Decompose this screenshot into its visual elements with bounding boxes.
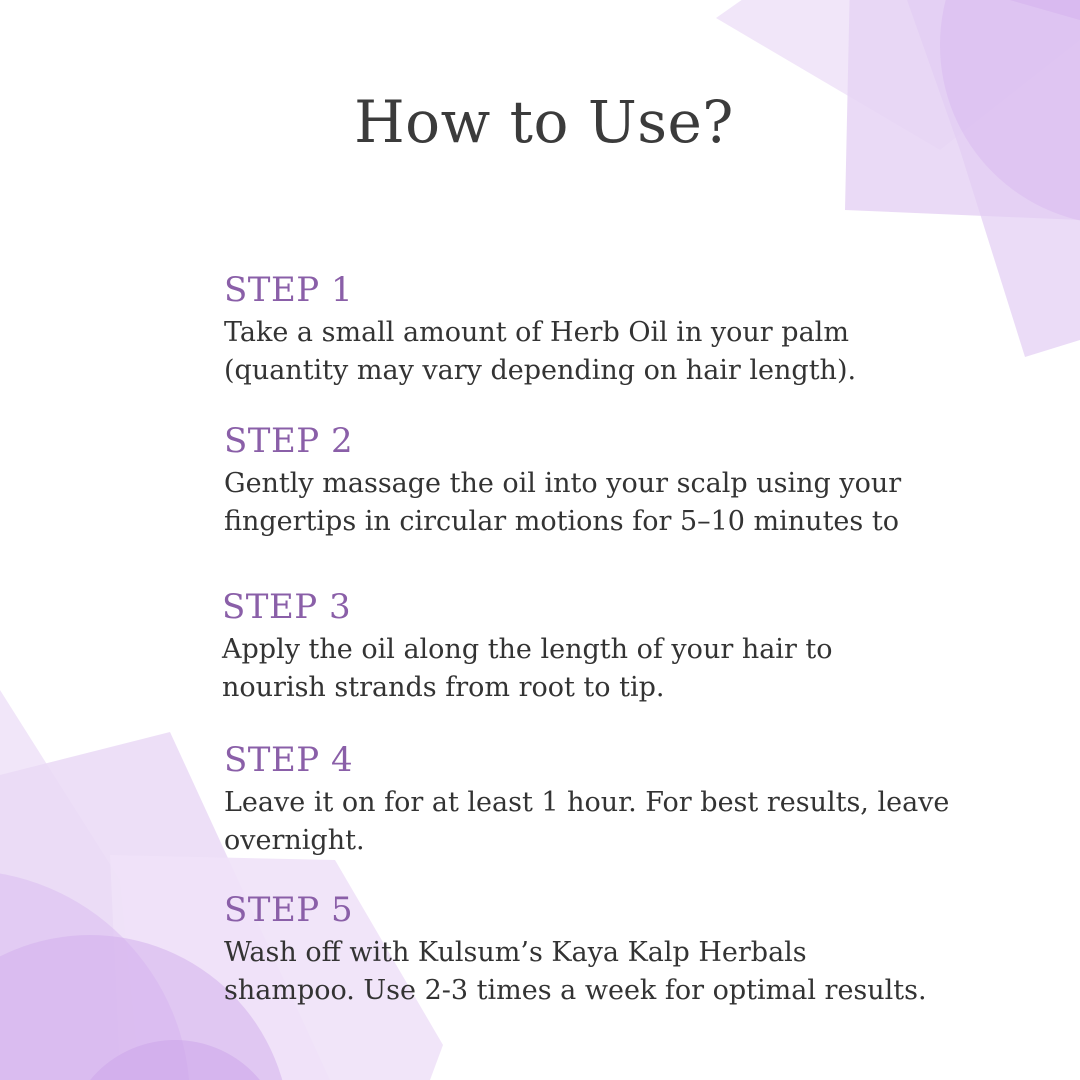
step-4 [224, 740, 950, 860]
step-description [224, 934, 944, 1010]
step-label: STEP 3 [222, 587, 352, 627]
step-line: Leave it on for at least 1 hour. For best results, leave [224, 787, 950, 818]
step-line: shampoo. Use 2-3 times a week for optimal results. [224, 975, 927, 1006]
step-label: STEP 1 [224, 270, 354, 310]
step-description [224, 314, 944, 390]
step-5 [224, 890, 944, 1010]
step-description [222, 631, 942, 707]
step-line: Gently massage the oil into your scalp using your [224, 468, 902, 499]
step-2 [224, 421, 944, 541]
step-label: STEP 5 [224, 890, 354, 930]
step-line: (quantity may vary depending on hair length). [224, 355, 857, 386]
step-label: STEP 4 [224, 740, 354, 780]
step-description [224, 784, 950, 860]
step-1 [224, 270, 944, 390]
page-title: How to Use? [354, 88, 734, 156]
step-line: overnight. [224, 825, 365, 856]
step-line: Take a small amount of Herb Oil in your palm [224, 317, 849, 348]
step-line: Wash off with Kulsum’s Kaya Kalp Herbals [224, 937, 807, 968]
step-line: Apply the oil along the length of your hair to [222, 634, 833, 665]
step-line: nourish strands from root to tip. [222, 672, 665, 703]
step-description [224, 465, 944, 541]
step-line: fingertips in circular motions for 5–10 minutes to [224, 506, 899, 537]
step-label: STEP 2 [224, 421, 354, 461]
step-3 [222, 587, 942, 707]
